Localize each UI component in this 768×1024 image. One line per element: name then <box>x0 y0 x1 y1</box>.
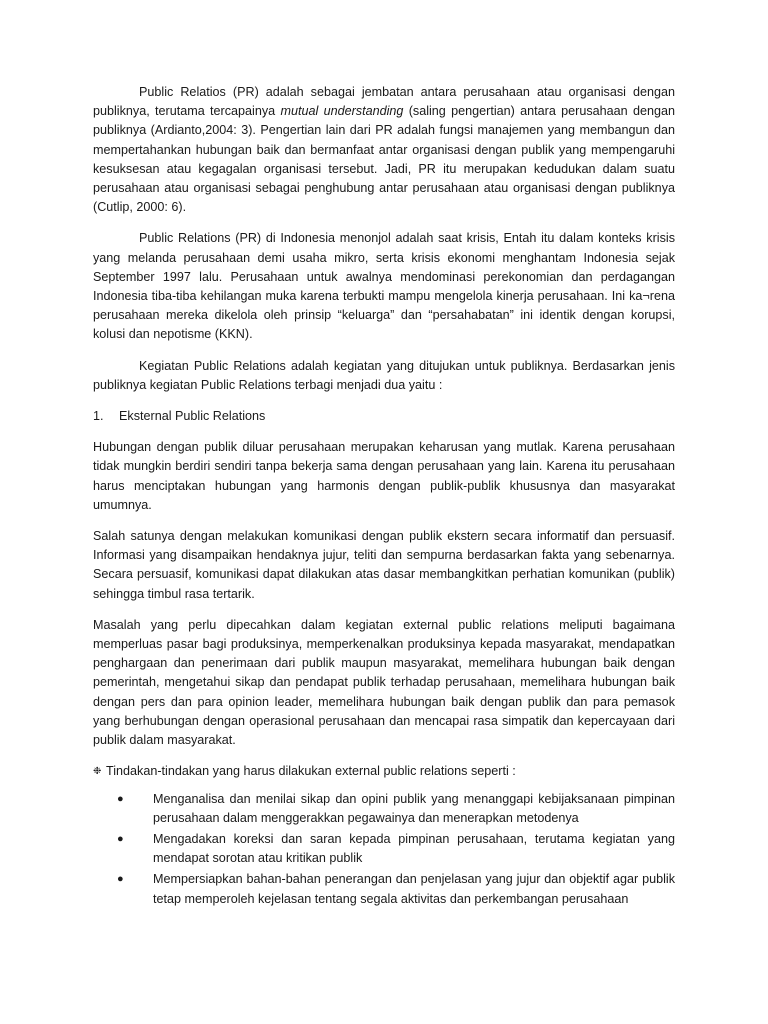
list-item-text: Menganalisa dan menilai sikap dan opini publik yang menanggapi kebijaksanaan pimpinan perusahaan dalam menggerakkan pegawainya dan menerapkan metodenya <box>153 791 675 825</box>
paragraph-communication: Salah satunya dengan melakukan komunikasi dengan publik ekstern secara informatif dan persuasif. Informasi yang disampaikan hendaknya jujur, teliti dan sempurna berdasarkan fakta yang sebenarnya. Secara persuasif, komunikasi dapat dilakukan atas dasar membangkitkan perhatian komunikan (publik) sehingga timbul rasa tertarik. <box>93 529 675 601</box>
list-item <box>93 870 675 908</box>
paragraph-text: (saling pengertian) antara perusahaan dengan publiknya (Ardianto,2004: 3). Pengertian lain dari PR adalah fungsi manajemen yang membangun dan mempertahankan hubungan baik dan bermanfaat antar organisasi dengan publik yang mempengaruhi kesuksesan atau kegagalan organisasi tersebut. Jadi, PR itu merupakan kedudukan dalam suatu perusahaan atau organisasi sebagai penghubung antar perusahaan atau organisasi dengan publiknya (Cutlip, 2000: 6). <box>93 104 676 215</box>
paragraph-pr-indonesia: Public Relations (PR) di Indonesia menonjol adalah saat krisis, Entah itu dalam konteks krisis yang melanda perusahaan demi usaha mikro, serta krisis ekonomi menghantam Indonesia sejak September 1997 lalu. Perusahaan untuk awalnya mendominasi perekonomian dan perdagangan Indonesia tiba-tiba kehilangan muka karena terbukti mampu mengelola kinerja perusahaan. Ini ka¬rena perusahaan mereka dikelola oleh prinsip “keluarga” dan “persahabatan” ini identik dengan korupsi, kolusi dan nepotisme (KKN). <box>93 231 675 342</box>
list-item-text: Mempersiapkan bahan-bahan penerangan dan penjelasan yang jujur dan objektif agar publik tetap memperoleh kejelasan tentang segala aktivitas dan perkembangan perusahaan <box>153 872 675 906</box>
paragraph-problems: Masalah yang perlu dipecahkan dalam kegiatan external public relations meliputi bagaimana memperluas pasar bagi produksinya, memperkenalkan produksinya kepada masyarakat, mendapatkan penghargaan dan penerimaan dari publik maupun masyarakat, memelihara hubungan baik dengan pemerintah, mengetahui sikap dan pendapat publik terhadap perusahaan, memelihara hubungan baik dengan pers dan para opinion leader, memelihara hubungan baik dengan publik dan para pemasok yang berhubungan dengan operasional perusahaan dan mencapai rasa simpatik dan kepercayaan dari publik dalam masyarakat. <box>93 617 675 748</box>
document-page <box>93 83 675 911</box>
actions-intro <box>93 762 675 781</box>
list-item <box>93 790 675 828</box>
paragraph-external-relations: Hubungan dengan publik diluar perusahaan merupakan keharusan yang mutlak. Karena perusahaan tidak mungkin berdiri sendiri tanpa bekerja sama dengan perusahaan yang lain. Karena itu perusahaan harus menciptakan hubungan yang harmonis dengan publik-publik khususnya dan masyarakat umumnya. <box>93 440 675 512</box>
flower-bullet-icon: ❉ <box>93 766 102 778</box>
actions-intro-text: Tindakan-tindakan yang harus dilakukan external public relations seperti : <box>106 764 516 779</box>
bullet-icon: ● <box>117 873 124 886</box>
actions-list <box>93 790 675 909</box>
bullet-icon: ● <box>117 832 124 845</box>
paragraph-text: Public Relatios (PR) adalah sebagai jembatan antara perusahaan atau organisasi dengan publiknya, terutama tercapainya <box>93 85 675 119</box>
paragraph-pr-activities: Kegiatan Public Relations adalah kegiatan yang ditujukan untuk publiknya. Berdasarkan jenis publiknya kegiatan Public Relations terbagi menjadi dua yaitu : <box>93 358 675 392</box>
section-heading-external-pr <box>93 407 675 426</box>
list-item-text: Mengadakan koreksi dan saran kepada pimpinan perusahaan, terutama kegiatan yang mendapat sorotan atau kritikan publik <box>153 831 675 866</box>
list-item <box>93 830 675 868</box>
paragraph-pr-definition <box>93 83 675 217</box>
section-title: Eksternal Public Relations <box>119 409 266 424</box>
section-number: 1. <box>93 409 104 424</box>
bullet-icon: ● <box>117 792 124 805</box>
italic-term: mutual understanding <box>280 104 404 119</box>
